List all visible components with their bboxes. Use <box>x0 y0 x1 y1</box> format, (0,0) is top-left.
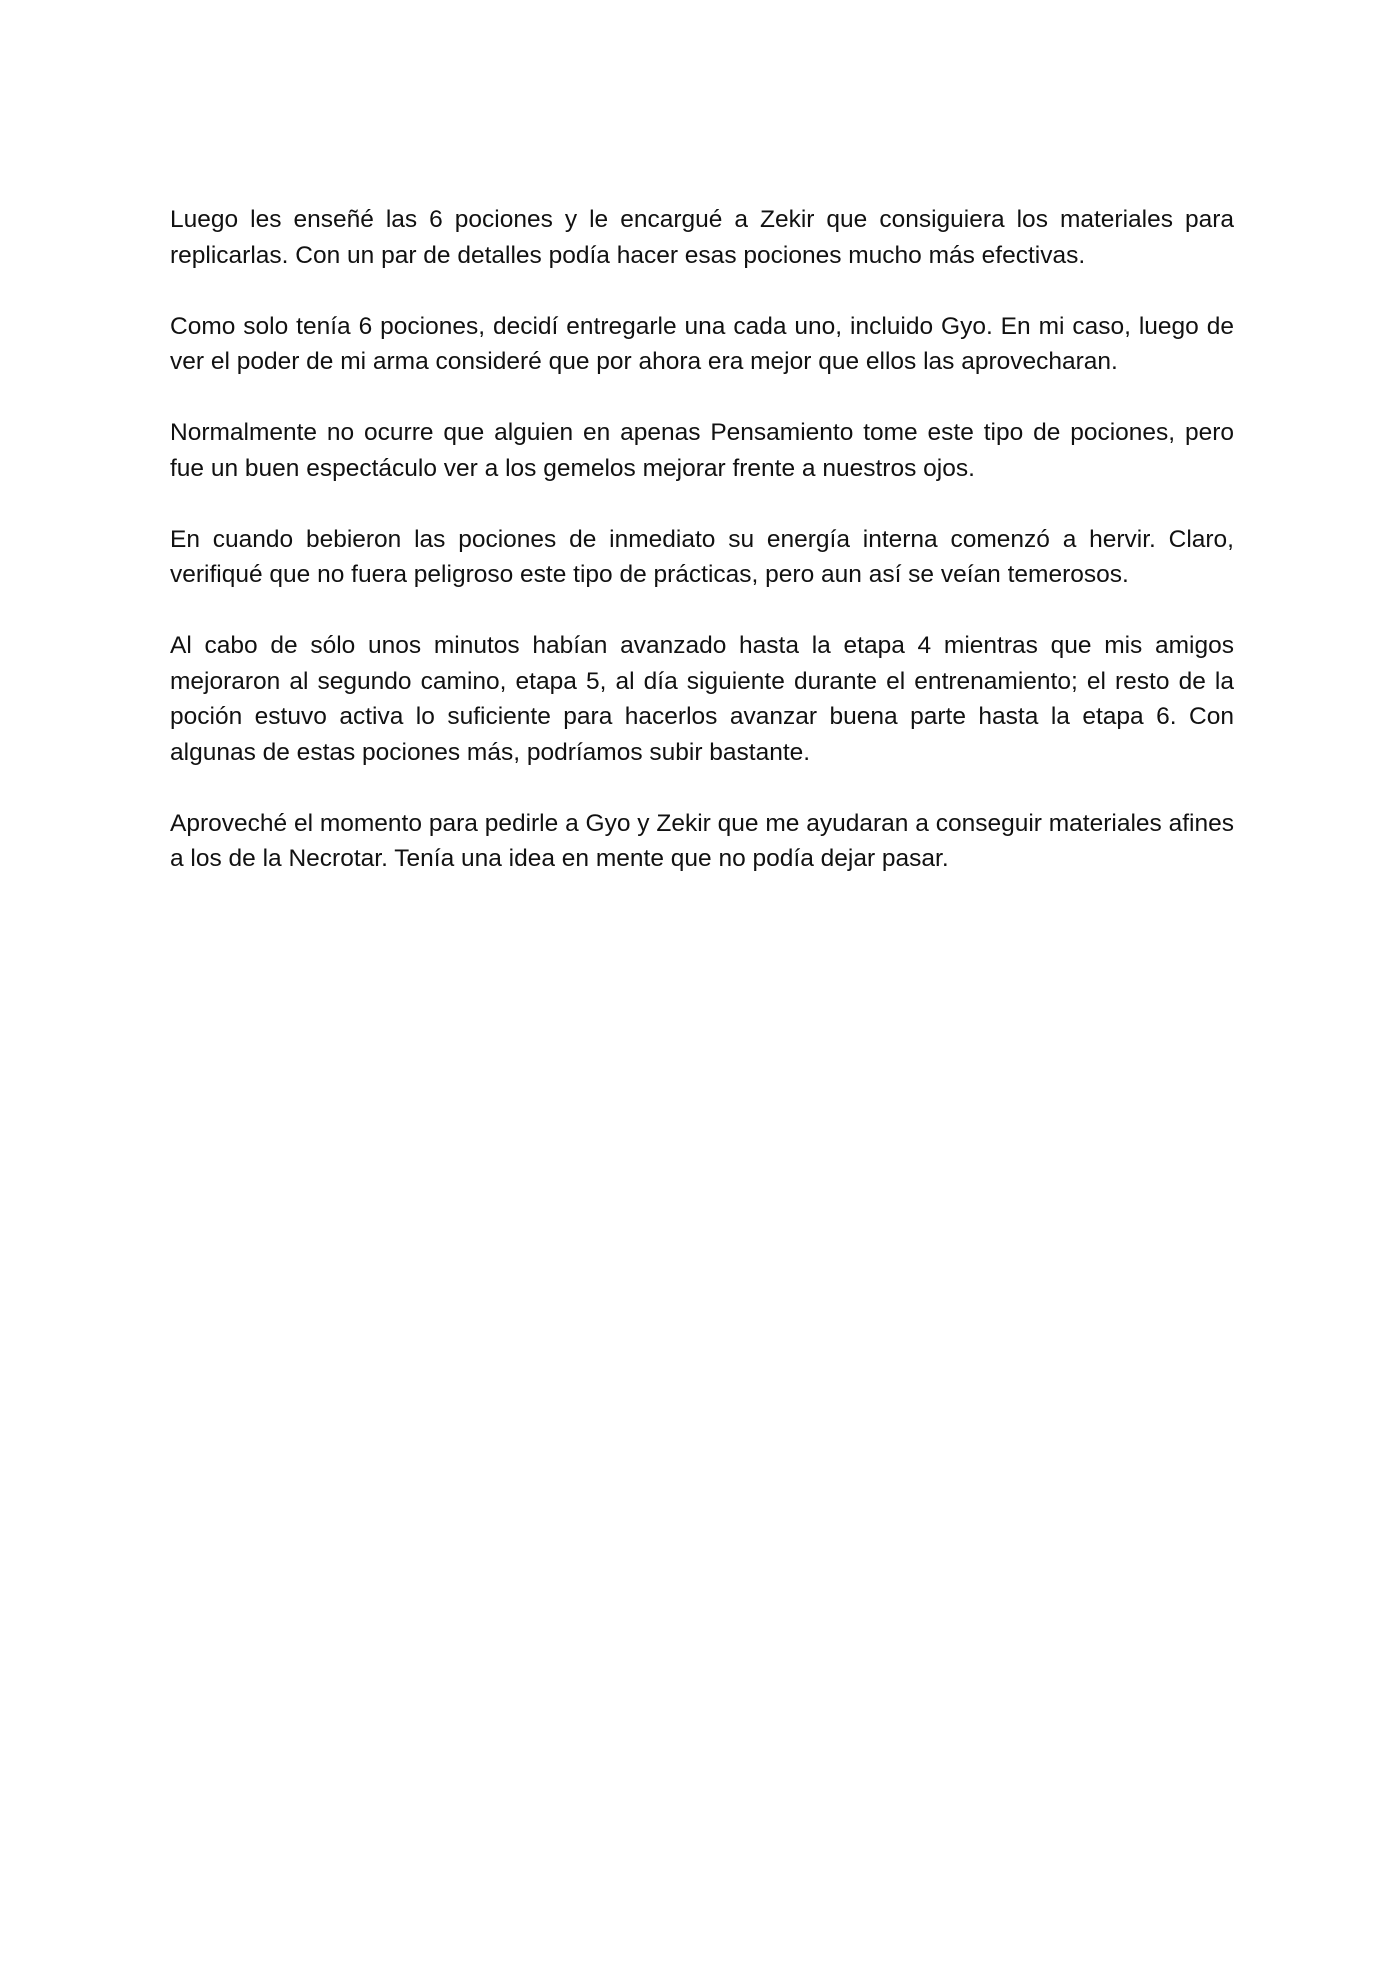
paragraph-5: Al cabo de sólo unos minutos habían avanzado hasta la etapa 4 mientras que mis amigos mejoraron al segundo camino, etapa 5, al día siguiente durante el entrenamiento; el resto de la poción estuvo activa lo suficiente para hacerlos avanzar buena parte hasta la etapa 6. Con algunas de estas pociones más, podríamos subir bastante. <box>170 632 1234 766</box>
paragraph-1: Luego les enseñé las 6 pociones y le encargué a Zekir que consiguiera los materiales para replicarlas. Con un par de detalles podía hacer esas pociones mucho más efectivas. <box>170 206 1234 269</box>
paragraph-4: En cuando bebieron las pociones de inmediato su energía interna comenzó a hervir. Claro, verifiqué que no fuera peligroso este tipo de prácticas, pero aun así se veían temerosos. <box>170 525 1234 588</box>
paragraph-3: Normalmente no ocurre que alguien en apenas Pensamiento tome este tipo de pociones, pero fue un buen espectáculo ver a los gemelos mejorar frente a nuestros ojos. <box>170 419 1234 482</box>
document-body <box>170 202 1234 877</box>
paragraph-6: Aproveché el momento para pedirle a Gyo y Zekir que me ayudaran a conseguir materiales afines a los de la Necrotar. Tenía una idea en mente que no podía dejar pasar. <box>170 809 1234 872</box>
paragraph-2: Como solo tenía 6 pociones, decidí entregarle una cada uno, incluido Gyo. En mi caso, luego de ver el poder de mi arma consideré que por ahora era mejor que ellos las aprovecharan. <box>170 312 1234 375</box>
